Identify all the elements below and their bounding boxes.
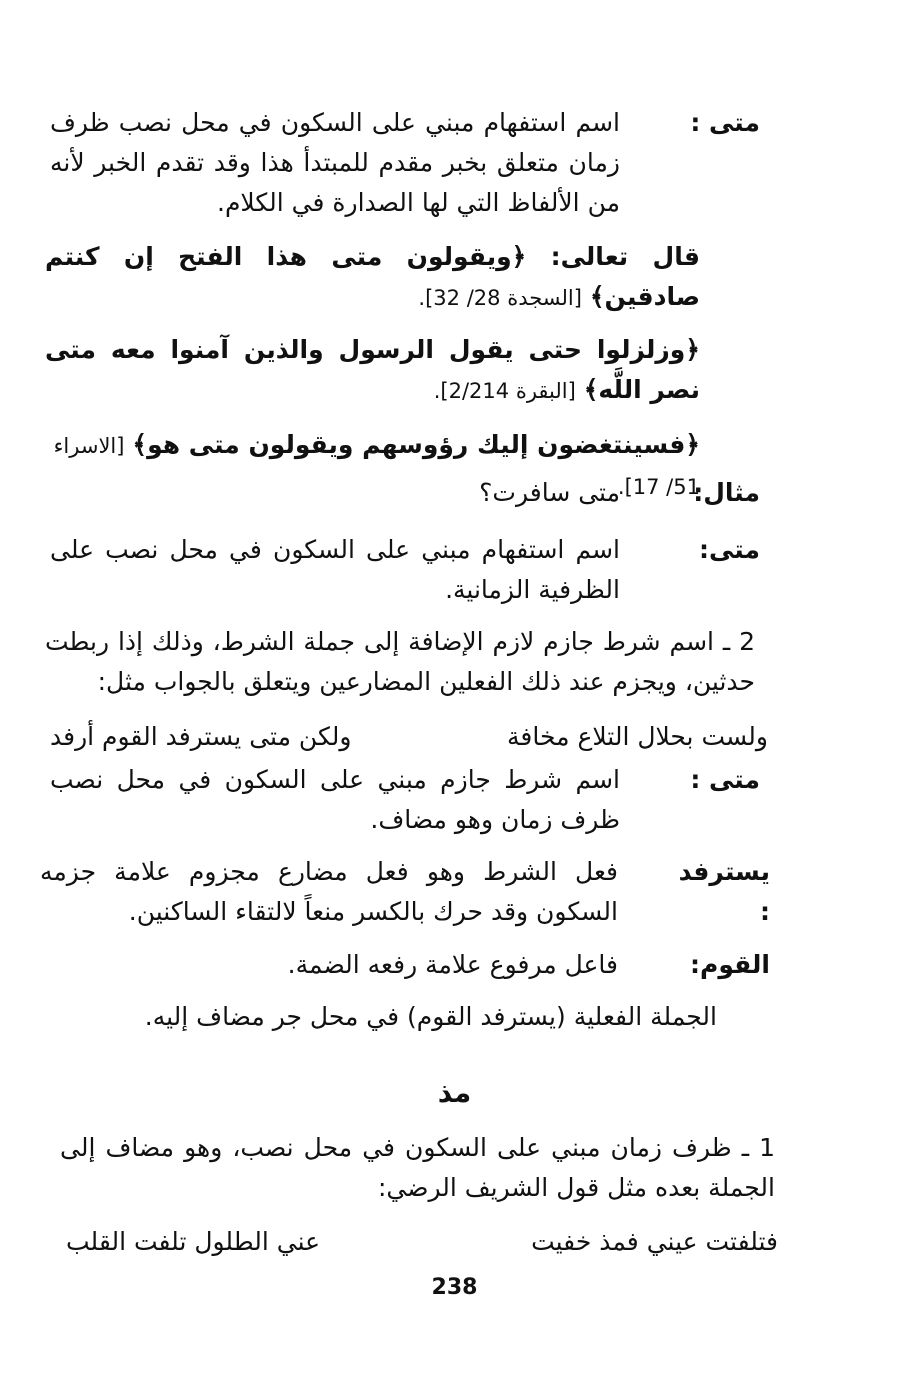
paragraph-conditional: 2 ـ اسم شرط جازم لازم الإضافة إلى جملة الشرط، وذلك إذا ربطت حدثين، ويجزم عند ذلك الفعلين المضارعين ويتعلق بالجواب مثل: [45, 627, 755, 696]
quran-quote-baqara [45, 330, 700, 411]
entry-alqawm [40, 945, 770, 987]
entry-term: يسترفد : [678, 857, 770, 926]
entry-definition: فعل الشرط وهو فعل مضارع مجزوم علامة جزمه السكون وقد حرك بالكسر منعاً لالتقاء الساكنين. [40, 857, 618, 926]
entry-term: القوم: [690, 950, 770, 979]
entry-term: متى : [690, 765, 760, 794]
verse-hemistich-first: فتلفتت عيني فمذ خفيت [531, 1227, 778, 1256]
page-number: 238 [431, 1275, 478, 1300]
poetry-verse-1 [50, 717, 768, 757]
quote-text: قال تعالى: ﴿ويقولون متى هذا الفتح إن كنتم صادقين﴾ [45, 242, 700, 311]
verse-hemistich-second: عني الطلول تلفت القلب [66, 1227, 321, 1256]
entry-mata-2 [40, 530, 760, 612]
entry-term: متى : [690, 108, 760, 137]
entry-mata-1 [40, 103, 760, 228]
quran-quote-sajda [45, 237, 700, 318]
quote-reference: [السجدة 28/ 32]. [418, 286, 582, 310]
entry-definition: متى سافرت؟ [479, 478, 620, 507]
verse-hemistich-second: ولكن متى يسترفد القوم أرفد [50, 722, 352, 751]
quote-reference: [الاسراء 51/ 17]. [53, 434, 700, 499]
paragraph-mudh-definition: 1 ـ ظرف زمان مبني على السكون في محل نصب، وهو مضاف إلى الجملة بعده مثل قول الشريف الرضي: [60, 1133, 775, 1202]
entry-mata-3 [40, 760, 760, 842]
section-heading: مذ [437, 1076, 472, 1109]
entry-definition: فاعل مرفوع علامة رفعه الضمة. [287, 950, 618, 979]
paragraph-sentence-analysis: الجملة الفعلية (يسترفد القوم) في محل جر مضاف إليه. [144, 1002, 717, 1031]
entry-term: متى: [699, 535, 760, 564]
entry-yastarfid [40, 852, 770, 934]
poetry-verse-2 [66, 1222, 778, 1262]
entry-definition: اسم استفهام مبني على السكون في محل نصب ظرف زمان متعلق بخبر مقدم للمبتدأ هذا وقد تقدم الخبر لأنه من الألفاظ التي لها الصدارة في الكلام. [50, 108, 620, 217]
entry-definition: اسم شرط جازم مبني على السكون في محل نصب ظرف زمان وهو مضاف. [50, 765, 620, 834]
entry-term: مثال: [693, 478, 760, 507]
entry-definition: اسم استفهام مبني على السكون في محل نصب على الظرفية الزمانية. [50, 535, 620, 604]
quote-text: ﴿فسينتغضون إليك رؤوسهم ويقولون متى هو﴾ [132, 430, 700, 459]
quote-reference: [البقرة 2/214]. [433, 379, 576, 403]
entry-example [40, 473, 760, 515]
quote-text: ﴿وزلزلوا حتى يقول الرسول والذين آمنوا معه متى نصر اللَّه﴾ [45, 335, 700, 404]
verse-hemistich-first: ولست بحلال التلاع مخافة [507, 722, 768, 751]
